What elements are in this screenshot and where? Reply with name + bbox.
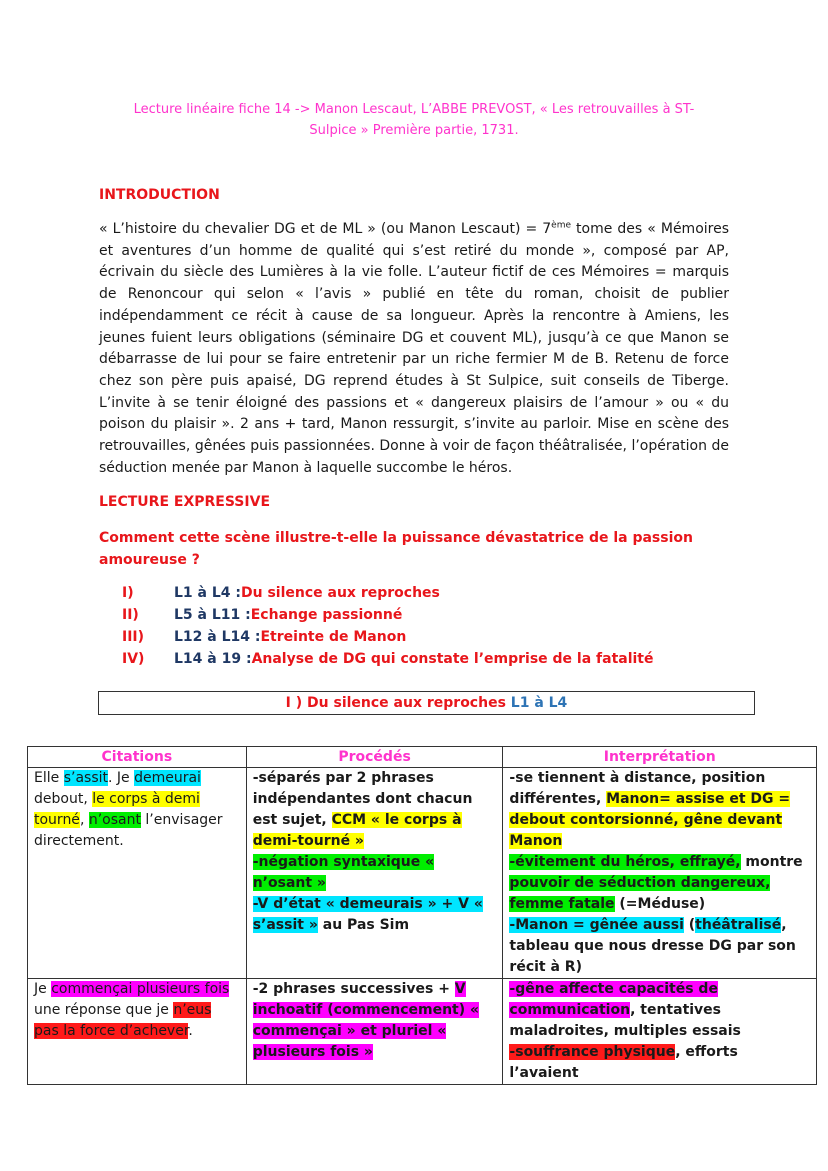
cell-text: au Pas Sim <box>317 917 410 933</box>
citation-cell <box>28 979 247 1085</box>
citation-cell <box>28 768 247 979</box>
plan-title: Etreinte de Manon <box>260 629 407 645</box>
plan-title: Echange passionné <box>250 607 403 623</box>
highlighted-text: -V d’état « demeurais » + V « s’assit » <box>252 896 483 933</box>
plan-range: L12 à L14 : <box>174 629 261 645</box>
highlighted-text: CCM « le corps à demi-tourné » <box>252 812 462 849</box>
introduction-paragraph <box>99 219 729 479</box>
cell-text: , tableau que nous dresse DG par son récit à R) <box>509 917 796 975</box>
plan-list <box>122 582 654 670</box>
problem-question: Comment cette scène illustre-t-elle la puissance dévastatrice de la passion amoureuse ? <box>99 530 693 568</box>
highlighted-text: s’assit <box>63 770 108 786</box>
plan-item <box>122 648 654 670</box>
document-title <box>100 99 728 141</box>
plan-title: Analyse de DG qui constate l’emprise de la fatalité <box>251 651 654 667</box>
highlighted-text: -souffrance physique <box>509 1044 676 1060</box>
section-title-box <box>98 691 755 715</box>
cell-text: Elle <box>34 770 64 786</box>
intro-superscript: ème <box>551 220 572 231</box>
cell-text: , tentatives maladroites, multiples essais <box>509 1002 741 1039</box>
highlighted-text: -évitement du héros, effrayé, <box>509 854 741 870</box>
cell-text: -se tiennent à distance, position différentes, <box>509 770 766 807</box>
highlighted-text: le corps à demi tourné <box>34 791 200 828</box>
interpretation-cell <box>503 768 817 979</box>
plan-range: L5 à L11 : <box>174 607 251 623</box>
intro-text-start: « L’histoire du chevalier DG et de ML » (ou Manon Lescaut) = 7 <box>99 221 552 237</box>
highlighted-text: -Manon = gênée aussi <box>509 917 684 933</box>
plan-item <box>122 626 654 648</box>
lecture-heading: LECTURE EXPRESSIVE <box>99 494 271 510</box>
cell-text: , efforts l’avaient <box>509 1044 738 1081</box>
intro-text-rest: tome des « Mémoires et aventures d’un homme de qualité qui s’est retiré du monde », composé par AP, écrivain du siècle des Lumières à la vie folle. L’auteur fictif de ces Mémoires = marquis de Renoncour qui selon « l’avis » publié en tête du roman, choisit de publier indépendamment ce récit à cause de sa longueur. Après la rencontre à Amiens, les jeunes fuient leurs obligations (séminaire DG et couvent ML), jusqu’à ce que Manon se débarrasse de lui pour se faire entretenir par un riche fermier M de B. Retenu de force chez son père puis apaisé, DG reprend études à St Sulpice, suit conseils de Tiberge. L’invite à se tenir éloigné des passions et « dangereux plaisirs de l’amour » ou « du poison du plaisir ». 2 ans + tard, Manon ressurgit, s’invite au parloir. Mise en scène des retrouvailles, gênées puis passionnées. Donne à voir de façon théâtralisée, l’opération de séduction menée par Manon à laquelle succombe le héros. <box>99 221 730 476</box>
cell-text: -séparés par 2 phrases indépendantes dont chacun est sujet, <box>252 770 473 828</box>
cell-text: , <box>79 812 89 828</box>
column-header-interpretation: Interprétation <box>503 747 817 768</box>
cell-text: ( <box>683 917 696 933</box>
cell-text: une réponse que je <box>34 1002 174 1018</box>
title-line-1: Lecture linéaire fiche 14 -> Manon Lescaut, L’ABBE PREVOST, « Les retrouvailles à ST- <box>133 102 695 117</box>
cell-text: Je <box>34 981 52 997</box>
introduction-heading: INTRODUCTION <box>99 187 220 203</box>
plan-number: I) <box>122 585 134 601</box>
cell-text: debout, <box>34 791 93 807</box>
section-label: I ) Du silence aux reproches <box>285 695 511 711</box>
plan-title: Du silence aux reproches <box>241 585 440 601</box>
table-header-row <box>28 747 817 768</box>
highlighted-text: demeurai <box>134 770 201 786</box>
cell-text: -2 phrases successives + <box>252 981 455 997</box>
plan-number: II) <box>122 607 139 623</box>
plan-number: IV) <box>122 651 145 667</box>
plan-item <box>122 582 654 604</box>
title-line-2: Sulpice » Première partie, 1731. <box>309 123 519 138</box>
highlighted-text: pouvoir de séduction dangereux, femme fatale <box>509 875 771 912</box>
procedes-cell <box>246 979 503 1085</box>
highlighted-text: n’eus pas la force d’achever <box>34 1002 212 1039</box>
plan-range: L14 à 19 : <box>174 651 252 667</box>
cell-text: (=Méduse) <box>614 896 706 912</box>
column-header-citations: Citations <box>28 747 247 768</box>
table-row <box>28 768 817 979</box>
highlighted-text: -gêne affecte capacités de communication <box>509 981 718 1018</box>
highlighted-text: théâtralisé <box>695 917 782 933</box>
cell-text: . Je <box>108 770 135 786</box>
cell-text: montre <box>740 854 803 870</box>
plan-number: III) <box>122 629 145 645</box>
highlighted-text: n’osant <box>88 812 141 828</box>
procedes-cell <box>246 768 503 979</box>
analysis-table <box>27 746 817 1085</box>
highlighted-text: V inchoatif (commencement) « commençai » et pluriel « plusieurs fois » <box>252 981 480 1060</box>
cell-text: l’envisager directement. <box>34 812 223 849</box>
column-header-procedes: Procédés <box>246 747 503 768</box>
plan-item <box>122 604 654 626</box>
interpretation-cell <box>503 979 817 1085</box>
section-range: L1 à L4 <box>510 695 568 711</box>
table-row <box>28 979 817 1085</box>
cell-text: . <box>188 1023 193 1039</box>
highlighted-text: Manon= assise et DG = debout contorsionné, gêne devant Manon <box>509 791 791 849</box>
highlighted-text: -négation syntaxique « n’osant » <box>252 854 435 891</box>
highlighted-text: commençai plusieurs fois <box>51 981 230 997</box>
plan-range: L1 à L4 : <box>174 585 241 601</box>
